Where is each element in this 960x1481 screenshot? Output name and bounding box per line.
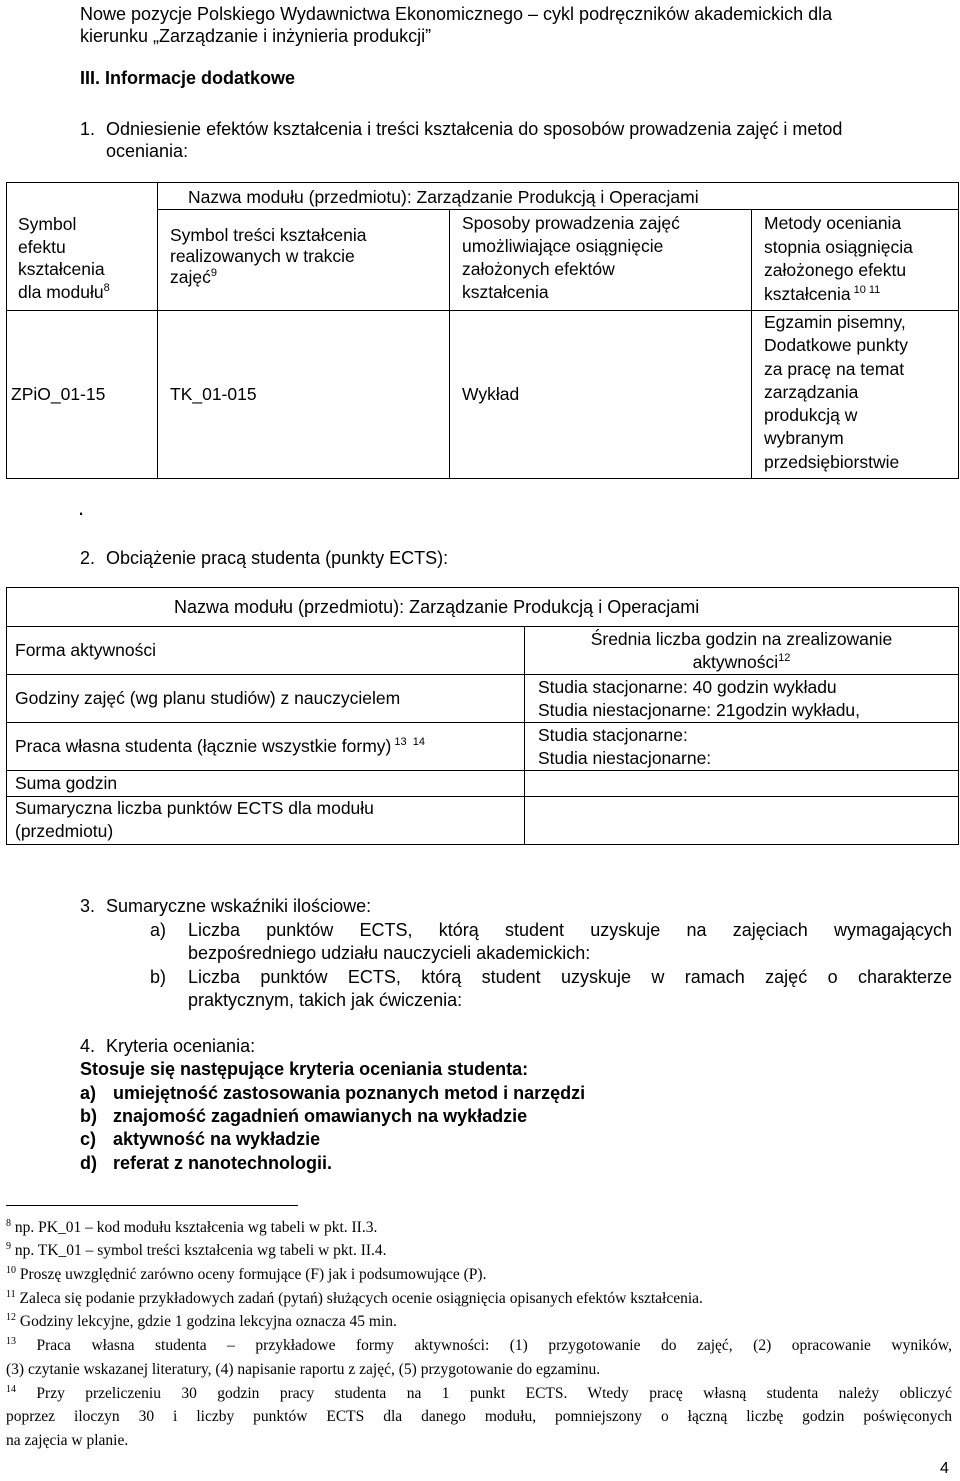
- section-3-b-label: b): [150, 967, 167, 987]
- footnote-13-line-1: $^{13}$ Praca własna studenta – przykładowe formy aktywności: (1) przygotowanie do zajęć, (2) opracowanie wyników,: [6, 1335, 952, 1354]
- section-title: III. Informacje dodatkowe: [80, 68, 296, 88]
- ects-row-godziny-label: Godziny zajęć (wg planu studiów) z nauczycielem: [7, 675, 525, 723]
- footnote-14-line-1: $^{14}$ Przy przeliczeniu 30 godzin pracy studenta na 1 punkt ECTS. Wtedy pracę własną studenta należy obliczyć: [6, 1383, 952, 1402]
- section-3-b-line-1: Liczba punktów ECTS, którą student uzyskuje w ramach zajęć o charakterze: [188, 967, 952, 987]
- section-1-line-2: oceniania:: [106, 141, 189, 161]
- criteria-item-a: umiejętność zastosowania poznanych metod i narzędzi: [113, 1083, 586, 1103]
- section-2-title: Obciążenie pracą studenta (punkty ECTS):: [106, 548, 449, 568]
- criteria-item-d-label: d): [80, 1153, 97, 1173]
- ects-row-punkty-label: Sumaryczna liczba punktów ECTS dla modułu (przedmiotu): [7, 797, 525, 845]
- ects-row-praca-value: Studia stacjonarne: Studia niestacjonarne:: [525, 723, 959, 771]
- ects-row-praca-label: Praca własna studenta (łącznie wszystkie formy) $^{13 14}$: [7, 723, 525, 771]
- stray-dot: .: [78, 495, 85, 520]
- page-number: 4: [940, 1460, 949, 1477]
- outcomes-table: [6, 182, 959, 479]
- row-sposob: Wykład: [450, 311, 752, 479]
- module-name-cell: Nazwa modułu (przedmiotu): Zarządzanie Produkcją i Operacjami: [158, 183, 959, 210]
- row-metody: Egzamin pisemny, Dodatkowe punkty za pracę na temat zarządzania produkcją w wybranym przedsiębiorstwie: [752, 311, 959, 479]
- footnote-13-line-2: (3) czytanie wskazanej literatury, (4) napisanie raportu z zajęć, (5) przygotowanie do egzaminu.: [6, 1361, 601, 1378]
- criteria-item-c-label: c): [80, 1129, 97, 1149]
- section-4-number: 4.: [80, 1036, 96, 1056]
- ects-col-head-srednia: Średnia liczba godzin na zrealizowanie aktywności$^{12}$: [525, 627, 959, 675]
- col-head-sposoby: Sposoby prowadzenia zajęć umożliwiające osiągnięcie założonych efektów kształcenia: [450, 210, 752, 311]
- criteria-item-a-label: a): [80, 1083, 97, 1103]
- section-3-title: Sumaryczne wskaźniki ilościowe:: [106, 896, 372, 916]
- col-head-symbol-tresci: Symbol treści kształcenia realizowanych w trakcie zajęć$^9$: [158, 210, 450, 311]
- ects-module-name: Nazwa modułu (przedmiotu): Zarządzanie Produkcją i Operacjami: [7, 588, 959, 627]
- footnote-9: $^9$ np. TK_01 – symbol treści kształcenia wg tabeli w pkt. II.4.: [6, 1240, 387, 1259]
- ects-row-godziny-value: Studia stacjonarne: 40 godzin wykładu Studia niestacjonarne: 21godzin wykładu,: [525, 675, 959, 723]
- col-head-symbol-efektu: Symbol efektu kształcenia dla modułu$^8$: [7, 183, 158, 311]
- section-3-number: 3.: [80, 896, 96, 916]
- section-4-title: Kryteria oceniania:: [106, 1036, 256, 1056]
- section-3-a-line-2: bezpośredniego udziału nauczycieli akademickich:: [188, 943, 591, 963]
- section-1-line-1: Odniesienie efektów kształcenia i treści kształcenia do sposobów prowadzenia zajęć i metod: [106, 119, 843, 139]
- ects-row-punkty-value: [525, 797, 959, 845]
- footnote-8: $^8$ np. PK_01 – kod modułu kształcenia wg tabeli w pkt. II.3.: [6, 1217, 378, 1236]
- ects-row-suma-label: Suma godzin: [7, 771, 525, 797]
- footnote-10: $^{10}$ Proszę uwzględnić zarówno oceny formujące (F) jak i podsumowujące (P).: [6, 1264, 487, 1283]
- header-line-1: Nowe pozycje Polskiego Wydawnictwa Ekonomicznego – cykl podręczników akademickich dla: [80, 4, 833, 24]
- criteria-item-c: aktywność na wykładzie: [113, 1129, 321, 1149]
- criteria-item-d: referat z nanotechnologii.: [113, 1153, 333, 1173]
- section-3-a-line-1: Liczba punktów ECTS, którą student uzyskuje na zajęciach wymagających: [188, 920, 952, 940]
- footnote-12: $^{12}$ Godziny lekcyjne, gdzie 1 godzina lekcyjna oznacza 45 min.: [6, 1311, 397, 1330]
- footnote-14-line-2: poprzez iloczyn 30 i liczby punktów ECTS dla danego modułu, pomniejszony o łączną liczbę godzin poświęconych: [6, 1408, 952, 1425]
- section-3-a-label: a): [150, 920, 167, 940]
- ects-table: [6, 587, 959, 845]
- row-symbol: ZPiO_01-15: [7, 311, 158, 479]
- footnote-separator: [6, 1205, 298, 1206]
- section-1-number: 1.: [80, 119, 96, 139]
- row-tresc: TK_01-015: [158, 311, 450, 479]
- section-4-lead: Stosuje się następujące kryteria oceniania studenta:: [80, 1059, 529, 1079]
- criteria-item-b-label: b): [80, 1106, 97, 1126]
- col-head-metody: Metody oceniania stopnia osiągnięcia założonego efektu kształcenia $^{10 11}$: [752, 210, 959, 311]
- criteria-item-b: znajomość zagadnień omawianych na wykładzie: [113, 1106, 528, 1126]
- section-3-b-line-2: praktycznym, takich jak ćwiczenia:: [188, 990, 463, 1010]
- header-line-2: kierunku „Zarządzanie i inżynieria produkcji”: [80, 26, 432, 46]
- ects-row-suma-value: [525, 771, 959, 797]
- section-2-number: 2.: [80, 548, 96, 568]
- footnote-14-line-3: na zajęcia w planie.: [6, 1432, 129, 1449]
- ects-col-head-forma: Forma aktywności: [7, 627, 525, 675]
- footnote-11: $^{11}$ Zaleca się podanie przykładowych zadań (pytań) służących ocenie osiągnięcia opisanych efektów kształcenia.: [6, 1288, 703, 1307]
